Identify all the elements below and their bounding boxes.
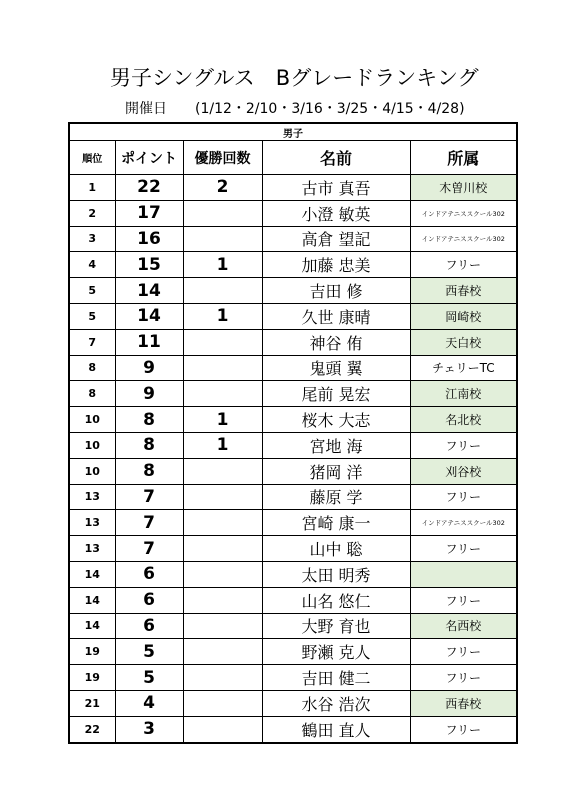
table-row bbox=[69, 381, 517, 407]
table-row bbox=[69, 200, 517, 226]
affiliation-cell: 刈谷校 bbox=[410, 458, 517, 484]
name-cell: 水谷 浩次 bbox=[262, 690, 410, 716]
rank-cell: 4 bbox=[69, 252, 115, 278]
wins-cell bbox=[183, 536, 262, 562]
column-header-wins: 優勝回数 bbox=[183, 141, 262, 175]
table-row bbox=[69, 175, 517, 201]
table-row bbox=[69, 432, 517, 458]
points-cell: 6 bbox=[115, 561, 183, 587]
rank-cell: 22 bbox=[69, 716, 115, 742]
rank-cell: 7 bbox=[69, 329, 115, 355]
points-cell: 22 bbox=[115, 175, 183, 201]
affiliation-cell: フリー bbox=[410, 665, 517, 691]
affiliation-cell bbox=[410, 561, 517, 587]
points-cell: 7 bbox=[115, 510, 183, 536]
name-cell: 鶴田 直人 bbox=[262, 716, 410, 742]
rank-cell: 19 bbox=[69, 665, 115, 691]
rank-cell: 10 bbox=[69, 407, 115, 433]
rank-cell: 5 bbox=[69, 303, 115, 329]
wins-cell bbox=[183, 510, 262, 536]
points-cell: 14 bbox=[115, 278, 183, 304]
affiliation-cell: 江南校 bbox=[410, 381, 517, 407]
table-row bbox=[69, 329, 517, 355]
wins-cell bbox=[183, 484, 262, 510]
wins-cell bbox=[183, 613, 262, 639]
affiliation-cell: 木曽川校 bbox=[410, 175, 517, 201]
points-cell: 3 bbox=[115, 716, 183, 742]
affiliation-cell: フリー bbox=[410, 639, 517, 665]
name-cell: 藤原 学 bbox=[262, 484, 410, 510]
affiliation-cell: フリー bbox=[410, 432, 517, 458]
wins-cell bbox=[183, 587, 262, 613]
event-dates: 開催日 (1/12・2/10・3/16・3/25・4/15・4/28) bbox=[125, 101, 465, 117]
table-row bbox=[69, 613, 517, 639]
affiliation-cell: フリー bbox=[410, 716, 517, 742]
rank-cell: 10 bbox=[69, 458, 115, 484]
table-row bbox=[69, 665, 517, 691]
wins-cell bbox=[183, 665, 262, 691]
rank-cell: 19 bbox=[69, 639, 115, 665]
wins-cell: 1 bbox=[183, 252, 262, 278]
rank-cell: 5 bbox=[69, 278, 115, 304]
affiliation-cell: フリー bbox=[410, 252, 517, 278]
wins-cell bbox=[183, 639, 262, 665]
points-cell: 16 bbox=[115, 226, 183, 252]
wins-cell bbox=[183, 200, 262, 226]
table-row bbox=[69, 252, 517, 278]
points-cell: 14 bbox=[115, 303, 183, 329]
table-row bbox=[69, 278, 517, 304]
wins-cell bbox=[183, 458, 262, 484]
points-cell: 5 bbox=[115, 665, 183, 691]
table-row bbox=[69, 639, 517, 665]
wins-cell bbox=[183, 381, 262, 407]
rank-cell: 8 bbox=[69, 381, 115, 407]
ranking-body bbox=[69, 175, 517, 743]
table-row bbox=[69, 355, 517, 381]
name-cell: 大野 育也 bbox=[262, 613, 410, 639]
affiliation-cell: インドアテニススクール302 bbox=[410, 510, 517, 536]
name-cell: 山中 聡 bbox=[262, 536, 410, 562]
name-cell: 鬼頭 翼 bbox=[262, 355, 410, 381]
affiliation-cell: フリー bbox=[410, 536, 517, 562]
name-cell: 猪岡 洋 bbox=[262, 458, 410, 484]
points-cell: 8 bbox=[115, 407, 183, 433]
rank-cell: 3 bbox=[69, 226, 115, 252]
column-header-name: 名前 bbox=[262, 141, 410, 175]
points-cell: 9 bbox=[115, 355, 183, 381]
column-header-points: ポイント bbox=[115, 141, 183, 175]
points-cell: 4 bbox=[115, 690, 183, 716]
rank-cell: 21 bbox=[69, 690, 115, 716]
affiliation-cell: 西春校 bbox=[410, 690, 517, 716]
column-header-rank: 順位 bbox=[69, 141, 115, 175]
wins-cell bbox=[183, 716, 262, 742]
table-row bbox=[69, 690, 517, 716]
name-cell: 野瀬 克人 bbox=[262, 639, 410, 665]
rank-cell: 13 bbox=[69, 536, 115, 562]
name-cell: 尾前 晃宏 bbox=[262, 381, 410, 407]
table-row bbox=[69, 536, 517, 562]
ranking-table bbox=[68, 122, 518, 744]
wins-cell bbox=[183, 329, 262, 355]
section-header: 男子 bbox=[69, 123, 517, 141]
points-cell: 11 bbox=[115, 329, 183, 355]
column-header-affiliation: 所属 bbox=[410, 141, 517, 175]
table-row bbox=[69, 303, 517, 329]
affiliation-cell: 名西校 bbox=[410, 613, 517, 639]
name-cell: 宮地 海 bbox=[262, 432, 410, 458]
wins-cell: 2 bbox=[183, 175, 262, 201]
table-row bbox=[69, 458, 517, 484]
affiliation-cell: フリー bbox=[410, 587, 517, 613]
affiliation-cell: 岡崎校 bbox=[410, 303, 517, 329]
wins-cell bbox=[183, 355, 262, 381]
points-cell: 6 bbox=[115, 613, 183, 639]
points-cell: 15 bbox=[115, 252, 183, 278]
name-cell: 神谷 侑 bbox=[262, 329, 410, 355]
name-cell: 吉田 健二 bbox=[262, 665, 410, 691]
rank-cell: 1 bbox=[69, 175, 115, 201]
points-cell: 7 bbox=[115, 484, 183, 510]
points-cell: 8 bbox=[115, 432, 183, 458]
table-row bbox=[69, 407, 517, 433]
name-cell: 宮崎 康一 bbox=[262, 510, 410, 536]
page-title: 男子シングルス Bグレードランキング bbox=[110, 66, 479, 90]
name-cell: 加藤 忠美 bbox=[262, 252, 410, 278]
rank-cell: 13 bbox=[69, 484, 115, 510]
points-cell: 5 bbox=[115, 639, 183, 665]
table-row bbox=[69, 561, 517, 587]
rank-cell: 10 bbox=[69, 432, 115, 458]
affiliation-cell: チェリーTC bbox=[410, 355, 517, 381]
rank-cell: 14 bbox=[69, 561, 115, 587]
points-cell: 6 bbox=[115, 587, 183, 613]
table-row bbox=[69, 226, 517, 252]
name-cell: 吉田 修 bbox=[262, 278, 410, 304]
wins-cell: 1 bbox=[183, 432, 262, 458]
rank-cell: 13 bbox=[69, 510, 115, 536]
name-cell: 山名 悠仁 bbox=[262, 587, 410, 613]
points-cell: 17 bbox=[115, 200, 183, 226]
table-row bbox=[69, 510, 517, 536]
rank-cell: 2 bbox=[69, 200, 115, 226]
rank-cell: 14 bbox=[69, 587, 115, 613]
table-row bbox=[69, 716, 517, 742]
table-row bbox=[69, 587, 517, 613]
wins-cell bbox=[183, 690, 262, 716]
affiliation-cell: インドアテニススクール302 bbox=[410, 200, 517, 226]
wins-cell bbox=[183, 561, 262, 587]
name-cell: 古市 真吾 bbox=[262, 175, 410, 201]
wins-cell: 1 bbox=[183, 407, 262, 433]
table-row bbox=[69, 484, 517, 510]
name-cell: 桜木 大志 bbox=[262, 407, 410, 433]
name-cell: 太田 明秀 bbox=[262, 561, 410, 587]
wins-cell bbox=[183, 278, 262, 304]
affiliation-cell: フリー bbox=[410, 484, 517, 510]
wins-cell bbox=[183, 226, 262, 252]
points-cell: 8 bbox=[115, 458, 183, 484]
points-cell: 9 bbox=[115, 381, 183, 407]
affiliation-cell: インドアテニススクール302 bbox=[410, 226, 517, 252]
name-cell: 高倉 望記 bbox=[262, 226, 410, 252]
affiliation-cell: 西春校 bbox=[410, 278, 517, 304]
name-cell: 久世 康晴 bbox=[262, 303, 410, 329]
rank-cell: 8 bbox=[69, 355, 115, 381]
rank-cell: 14 bbox=[69, 613, 115, 639]
name-cell: 小澄 敏英 bbox=[262, 200, 410, 226]
points-cell: 7 bbox=[115, 536, 183, 562]
affiliation-cell: 天白校 bbox=[410, 329, 517, 355]
affiliation-cell: 名北校 bbox=[410, 407, 517, 433]
wins-cell: 1 bbox=[183, 303, 262, 329]
